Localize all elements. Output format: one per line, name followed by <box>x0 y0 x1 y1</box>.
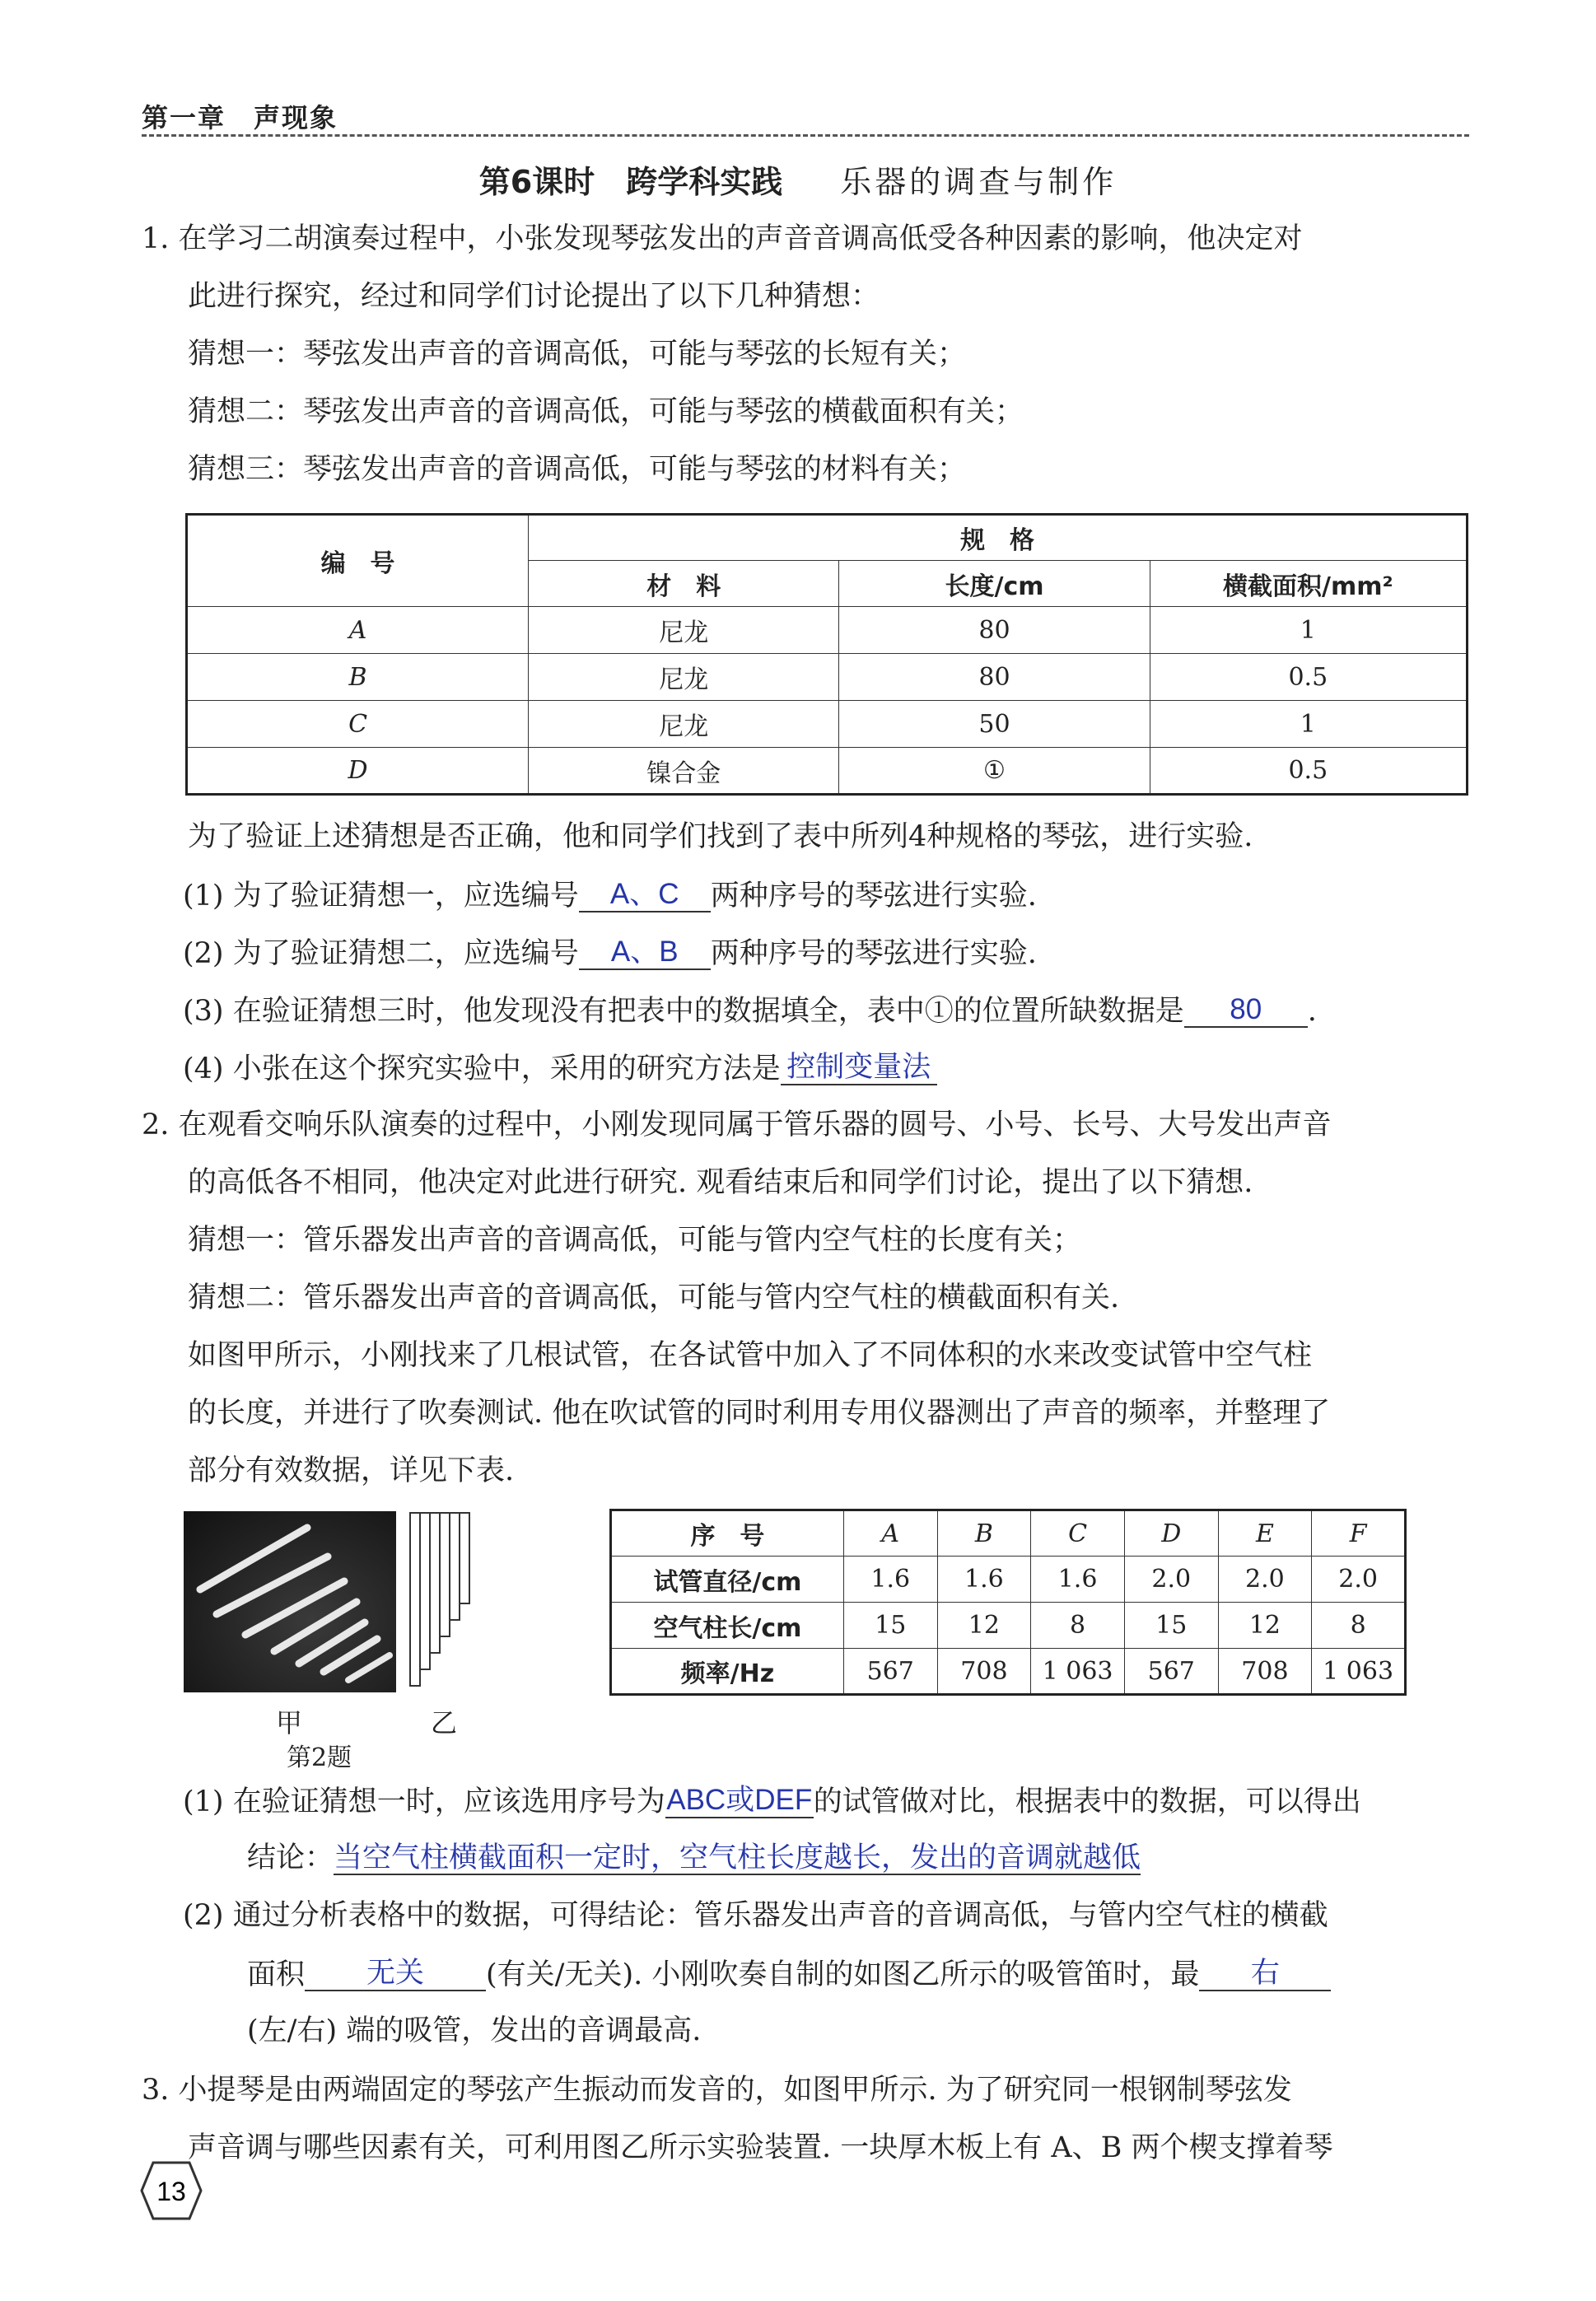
th-air: 空气柱长/cm <box>611 1603 844 1649</box>
table-row <box>187 701 1468 748</box>
fig-label-b: 乙 <box>431 1707 458 1739</box>
th-spec: 规 格 <box>529 515 1468 561</box>
th-material: 材 料 <box>529 561 839 607</box>
q1-line1: 1. 在学习二胡演奏过程中，小张发现琴弦发出的声音音调高低受各种因素的影响，他决定对 <box>142 222 1303 255</box>
q3-line1: 3. 小提琴是由两端固定的琴弦产生振动而发音的，如图甲所示. 为了研究同一根钢制琴弦发 <box>142 2074 1292 2107</box>
fig-caption: 第2题 <box>287 1743 352 1772</box>
q1-sub2-answer[interactable]: A、B <box>579 936 711 970</box>
table-row <box>187 654 1468 701</box>
q1-guess1: 猜想一：琴弦发出声音的音调高低，可能与琴弦的长短有关； <box>188 338 967 371</box>
table-row <box>611 1649 1406 1695</box>
q2-line3: 如图甲所示，小刚找来了几根试管，在各试管中加入了不同体积的水来改变试管中空气柱 <box>188 1339 1313 1372</box>
cell-length: 80 <box>839 607 1150 654</box>
q2-sub1-answer[interactable]: ABC或DEF <box>665 1784 814 1818</box>
cell: 567 <box>1124 1649 1218 1695</box>
q2-sub2-answer2[interactable]: 右 <box>1199 1957 1331 1991</box>
lesson-title <box>0 156 1596 202</box>
cell: 2.0 <box>1312 1557 1406 1603</box>
cell-id: D <box>187 748 529 795</box>
th-freq: 频率/Hz <box>611 1649 844 1695</box>
table-row <box>187 607 1468 654</box>
cell: 8 <box>1031 1603 1125 1649</box>
q2-sub1-conclusion-answer[interactable]: 当空气柱横截面积一定时，空气柱长度越长，发出的音调就越低 <box>334 1841 1141 1874</box>
q2-guess1: 猜想一：管乐器发出声音的音调高低，可能与管内空气柱的长度有关； <box>188 1224 1082 1257</box>
cell: 1.6 <box>1031 1557 1125 1603</box>
q1-sub3-text2: . <box>1307 995 1317 1028</box>
cell-id: C <box>187 701 529 748</box>
q2-sub1-conclusion <box>247 1841 1141 1874</box>
table-row <box>611 1557 1406 1603</box>
q1-after-table: 为了验证上述猜想是否正确，他和同学们找到了表中所列4种规格的琴弦，进行实验. <box>188 820 1253 853</box>
q1-string-table <box>185 513 1468 796</box>
cell-material: 尼龙 <box>529 654 839 701</box>
q2-sub2-text: 面积 <box>247 1958 306 1991</box>
cell-id: A <box>187 607 529 654</box>
q2-guess2: 猜想二：管乐器发出声音的音调高低，可能与管内空气柱的横截面积有关. <box>188 1281 1120 1314</box>
q2-sub2-line3: (左/右) 端的吸管，发出的音调最高. <box>247 2014 702 2047</box>
cell-material: 尼龙 <box>529 701 839 748</box>
cell-area: 0.5 <box>1150 748 1467 795</box>
cell-area: 0.5 <box>1150 654 1467 701</box>
q1-guess2: 猜想二：琴弦发出声音的音调高低，可能与琴弦的横截面积有关； <box>188 395 1024 428</box>
fig-label-a: 甲 <box>276 1707 303 1739</box>
cell-length: 50 <box>839 701 1150 748</box>
q1-line2: 此进行探究，经过和同学们讨论提出了以下几种猜想： <box>188 280 880 313</box>
th-no: 序 号 <box>611 1510 844 1557</box>
q2-sub1 <box>183 1784 1361 1818</box>
q1-sub1-answer[interactable]: A、C <box>579 878 711 912</box>
q1-sub3-answer[interactable]: 80 <box>1184 993 1308 1028</box>
q1-sub3 <box>183 993 1317 1028</box>
q2-line4: 的长度，并进行了吹奏测试. 他在吹试管的同时利用专用仪器测出了声音的频率，并整理了 <box>188 1397 1331 1430</box>
q1-sub4-text: (4) 小张在这个探究实验中，采用的研究方法是 <box>183 1052 781 1085</box>
test-tubes-photo <box>184 1511 396 1692</box>
cell-material: 尼龙 <box>529 607 839 654</box>
cell: 708 <box>937 1649 1031 1695</box>
q2-sub2-answer[interactable]: 无关 <box>305 1957 486 1991</box>
cell: 1 063 <box>1312 1649 1406 1695</box>
cell: 1.6 <box>937 1557 1031 1603</box>
th-area: 横截面积/mm² <box>1150 561 1467 607</box>
q2-line2: 的高低各不相同，他决定对此进行研究. 观看结束后和同学们讨论，提出了以下猜想. <box>188 1166 1253 1199</box>
col-d: D <box>1124 1510 1218 1557</box>
cell-length: 80 <box>839 654 1150 701</box>
cell: 12 <box>1218 1603 1312 1649</box>
table-row <box>611 1510 1406 1557</box>
cell: 1.6 <box>843 1557 937 1603</box>
th-diameter: 试管直径/cm <box>611 1557 844 1603</box>
q2-sub2-line2 <box>247 1957 1331 1991</box>
table-row <box>187 748 1468 795</box>
cell-area: 1 <box>1150 607 1467 654</box>
q1-sub1-text2: 两种序号的琴弦进行实验. <box>710 880 1037 912</box>
cell: 567 <box>843 1649 937 1695</box>
lesson-label: 第6课时 跨学科实践 <box>478 164 783 200</box>
q1-sub2-text2: 两种序号的琴弦进行实验. <box>710 937 1037 970</box>
q2-sub2: (2) 通过分析表格中的数据，可得结论：管乐器发出声音的音调高低，与管内空气柱的横截 <box>183 1899 1328 1932</box>
header-divider <box>142 134 1469 137</box>
straw-flute-figure <box>404 1511 486 1696</box>
q1-sub1-text: (1) 为了验证猜想一，应选编号 <box>183 880 579 912</box>
q2-sub1-text: (1) 在验证猜想一时，应该选用序号为 <box>183 1785 665 1818</box>
page-number: 13 <box>156 2177 186 2206</box>
cell: 708 <box>1218 1649 1312 1695</box>
table-row <box>611 1603 1406 1649</box>
th-length: 长度/cm <box>839 561 1150 607</box>
cell-material: 镍合金 <box>529 748 839 795</box>
q2-sub2-text2: (有关/无关). 小刚吹奏自制的如图乙所示的吸管笛时，最 <box>486 1958 1200 1991</box>
cell-id: B <box>187 654 529 701</box>
cell: 12 <box>937 1603 1031 1649</box>
q3-line2: 声音调与哪些因素有关，可利用图乙所示实验装置. 一块厚木板上有 A、B 两个楔支撑着琴 <box>188 2131 1333 2164</box>
q1-sub3-text: (3) 在验证猜想三时，他发现没有把表中的数据填全，表中①的位置所缺数据是 <box>183 995 1184 1028</box>
col-b: B <box>937 1510 1031 1557</box>
q2-sub1-text2: 的试管做对比，根据表中的数据，可以得出 <box>813 1785 1361 1818</box>
q2-sub1-conclusion-label: 结论： <box>247 1841 334 1874</box>
cell: 15 <box>1124 1603 1218 1649</box>
q2-line5: 部分有效数据，详见下表. <box>188 1454 515 1487</box>
cell-area: 1 <box>1150 701 1467 748</box>
col-c: C <box>1031 1510 1125 1557</box>
q1-sub1 <box>183 878 1037 912</box>
q2-tube-table <box>609 1509 1407 1696</box>
q1-sub4-answer[interactable]: 控制变量法 <box>781 1051 937 1085</box>
th-id: 编 号 <box>187 515 529 607</box>
chapter-header: 第一章 声现象 <box>142 102 338 133</box>
cell: 1 063 <box>1031 1649 1125 1695</box>
page-number-badge <box>138 2158 204 2227</box>
cell: 2.0 <box>1124 1557 1218 1603</box>
cell-length: ① <box>839 748 1150 795</box>
col-e: E <box>1218 1510 1312 1557</box>
q1-sub4 <box>183 1051 937 1085</box>
col-f: F <box>1312 1510 1406 1557</box>
lesson-topic: 乐器的调查与制作 <box>840 164 1118 200</box>
col-a: A <box>843 1510 937 1557</box>
cell: 8 <box>1312 1603 1406 1649</box>
q1-guess3: 猜想三：琴弦发出声音的音调高低，可能与琴弦的材料有关； <box>188 453 967 486</box>
q1-sub2 <box>183 936 1037 970</box>
cell: 2.0 <box>1218 1557 1312 1603</box>
q2-line1: 2. 在观看交响乐队演奏的过程中，小刚发现同属于管乐器的圆号、小号、长号、大号发出声音 <box>142 1108 1332 1141</box>
q1-sub2-text: (2) 为了验证猜想二，应选编号 <box>183 937 579 970</box>
cell: 15 <box>843 1603 937 1649</box>
